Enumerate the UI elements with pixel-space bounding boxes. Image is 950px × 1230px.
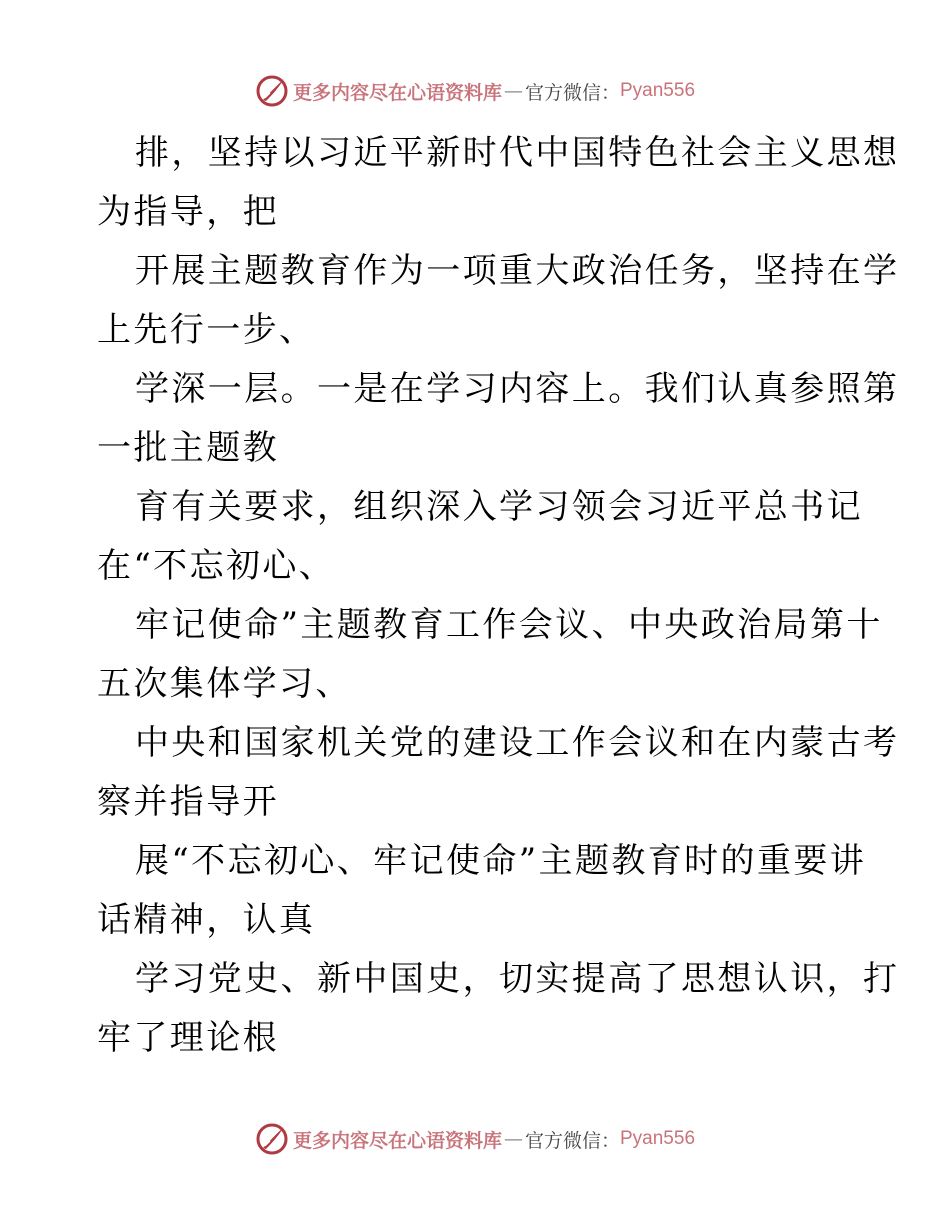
watermark-wechat-id: Pyan556	[620, 80, 696, 101]
paragraph-6-line-1: 中央和国家机关党的建设工作会议和在内蒙古考	[135, 723, 900, 763]
header-watermark	[0, 71, 950, 111]
watermark-dash: —	[503, 80, 523, 102]
paragraph-3-line-1: 学深一层。一是在学习内容上。我们认真参照第	[135, 369, 900, 409]
watermark-wechat-label: 官方微信：	[524, 1130, 620, 1152]
paragraph-1-line-2: 为指导，把	[97, 192, 279, 232]
paragraph-1-line-1: 排，坚持以习近平新时代中国特色社会主义思想	[135, 133, 900, 173]
paragraph-8-line-1: 学习党史、新中国史，切实提高了思想认识，打	[135, 959, 900, 999]
watermark-wechat-label: 官方微信：	[524, 82, 620, 104]
paragraph-5-line-1: 牢记使命”主题教育工作会议、中央政治局第十	[135, 605, 883, 645]
document-body	[97, 124, 900, 1068]
paragraph-7-line-2: 话精神，认真	[97, 900, 316, 940]
paragraph-2-line-1: 开展主题教育作为一项重大政治任务，坚持在学	[135, 251, 900, 291]
watermark-main-text: 更多内容尽在心语资料库	[292, 81, 502, 104]
paragraph-2-line-2: 上先行一步、	[97, 310, 316, 350]
paragraph-4-line-2: 在“不忘初心、	[97, 546, 336, 586]
paragraph-8-line-2: 牢了理论根	[97, 1018, 279, 1058]
quill-pen-logo-icon	[255, 1122, 289, 1156]
paragraph-7-line-1: 展“不忘初心、牢记使命”主题教育时的重要讲	[135, 841, 867, 881]
quill-pen-logo-icon	[255, 74, 289, 108]
watermark-wechat-id: Pyan556	[620, 1128, 696, 1149]
footer-watermark	[0, 1119, 950, 1159]
paragraph-6-line-2: 察并指导开	[97, 782, 279, 822]
paragraph-5-line-2: 五次集体学习、	[97, 664, 352, 704]
paragraph-4-line-1: 育有关要求，组织深入学习领会习近平总书记	[135, 487, 863, 527]
paragraph-3-line-2: 一批主题教	[97, 428, 279, 468]
watermark-dash: —	[503, 1128, 523, 1150]
watermark-main-text: 更多内容尽在心语资料库	[292, 1129, 502, 1152]
